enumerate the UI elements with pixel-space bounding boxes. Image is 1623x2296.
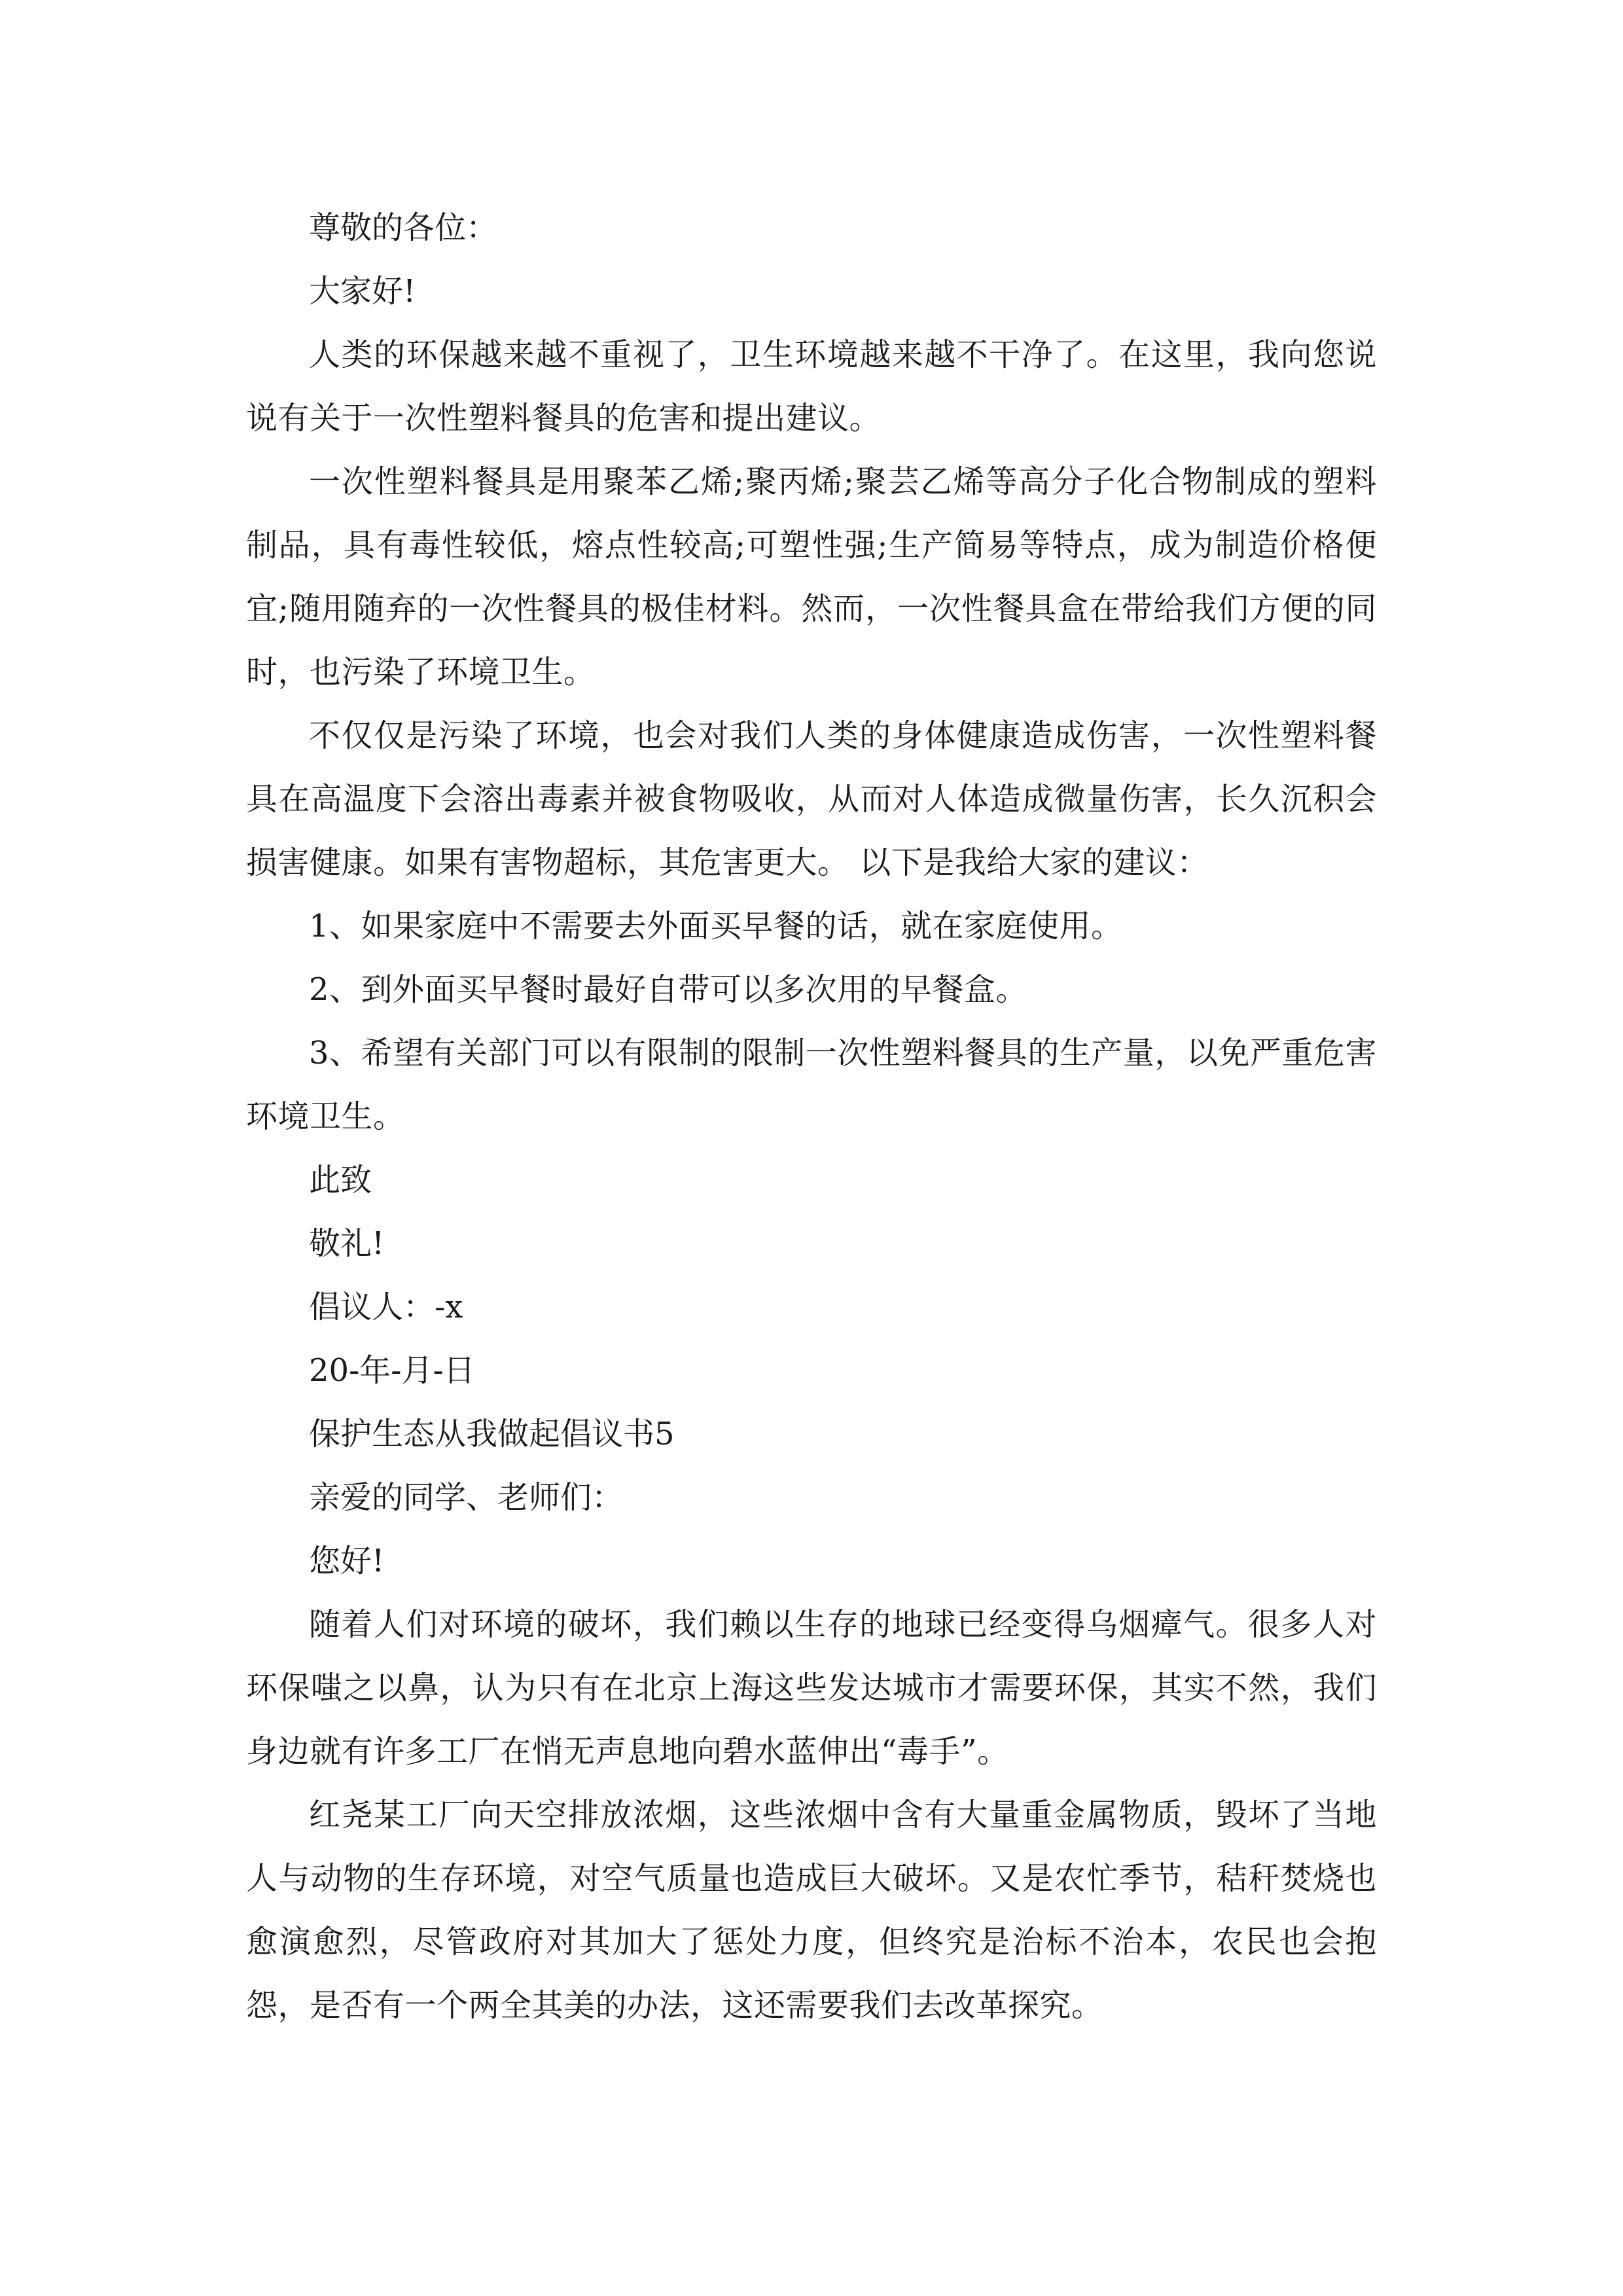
date: 20-年-月-日 xyxy=(309,1352,475,1389)
section-heading: 保护生态从我做起倡议书5 xyxy=(309,1416,675,1452)
document-body xyxy=(246,196,1377,2037)
paragraph: 红尧某工厂向天空排放浓烟，这些浓烟中含有大量重金属物质，毁坏了当地人与动物的生存环境，对空气质量也造成巨大破坏。又是农忙季节，秸秆焚烧也愈演愈烈，尽管政府对其加大了惩处力度，但终究是治标不治本，农民也会抱怨，是否有一个两全其美的办法，这还需要我们去改革探究。 xyxy=(246,1797,1377,2024)
signature: 倡议人：-x xyxy=(309,1289,463,1325)
suggestion-item: 3、希望有关部门可以有限制的限制一次性塑料餐具的生产量，以免严重危害环境卫生。 xyxy=(246,1035,1377,1135)
closing-line: 此致 xyxy=(309,1162,372,1198)
paragraph: 一次性塑料餐具是用聚苯乙烯;聚丙烯;聚芸乙烯等高分子化合物制成的塑料制品，具有毒性较低，熔点性较高;可塑性强;生产简易等特点，成为制造价格便宜;随用随弃的一次性餐具的极佳材料。然而，一次性餐具盒在带给我们方便的同时，也污染了环境卫生。 xyxy=(246,463,1377,691)
suggestion-item: 2、到外面买早餐时最好自带可以多次用的早餐盒。 xyxy=(309,971,1028,1008)
salutation: 尊敬的各位： xyxy=(309,209,498,246)
closing-line: 敬礼! xyxy=(309,1225,385,1262)
greeting: 大家好! xyxy=(309,273,416,310)
paragraph: 人类的环保越来越不重视了，卫生环境越来越不干净了。在这里，我向您说说有关于一次性塑料餐具的危害和提出建议。 xyxy=(246,336,1377,437)
paragraph: 不仅仅是污染了环境，也会对我们人类的身体健康造成伤害，一次性塑料餐具在高温度下会溶出毒素并被食物吸收，从而对人体造成微量伤害，长久沉积会损害健康。如果有害物超标，其危害更大。 以下是我给大家的建议： xyxy=(246,717,1377,881)
paragraph: 随着人们对环境的破坏，我们赖以生存的地球已经变得乌烟瘴气。很多人对环保嗤之以鼻，认为只有在北京上海这些发达城市才需要环保，其实不然，我们身边就有许多工厂在悄无声息地向碧水蓝伸出“毒手”。 xyxy=(246,1606,1377,1770)
greeting: 您好! xyxy=(309,1543,385,1579)
salutation: 亲爱的同学、老师们： xyxy=(309,1479,624,1516)
suggestion-item: 1、如果家庭中不需要去外面买早餐的话，就在家庭使用。 xyxy=(309,908,1123,944)
